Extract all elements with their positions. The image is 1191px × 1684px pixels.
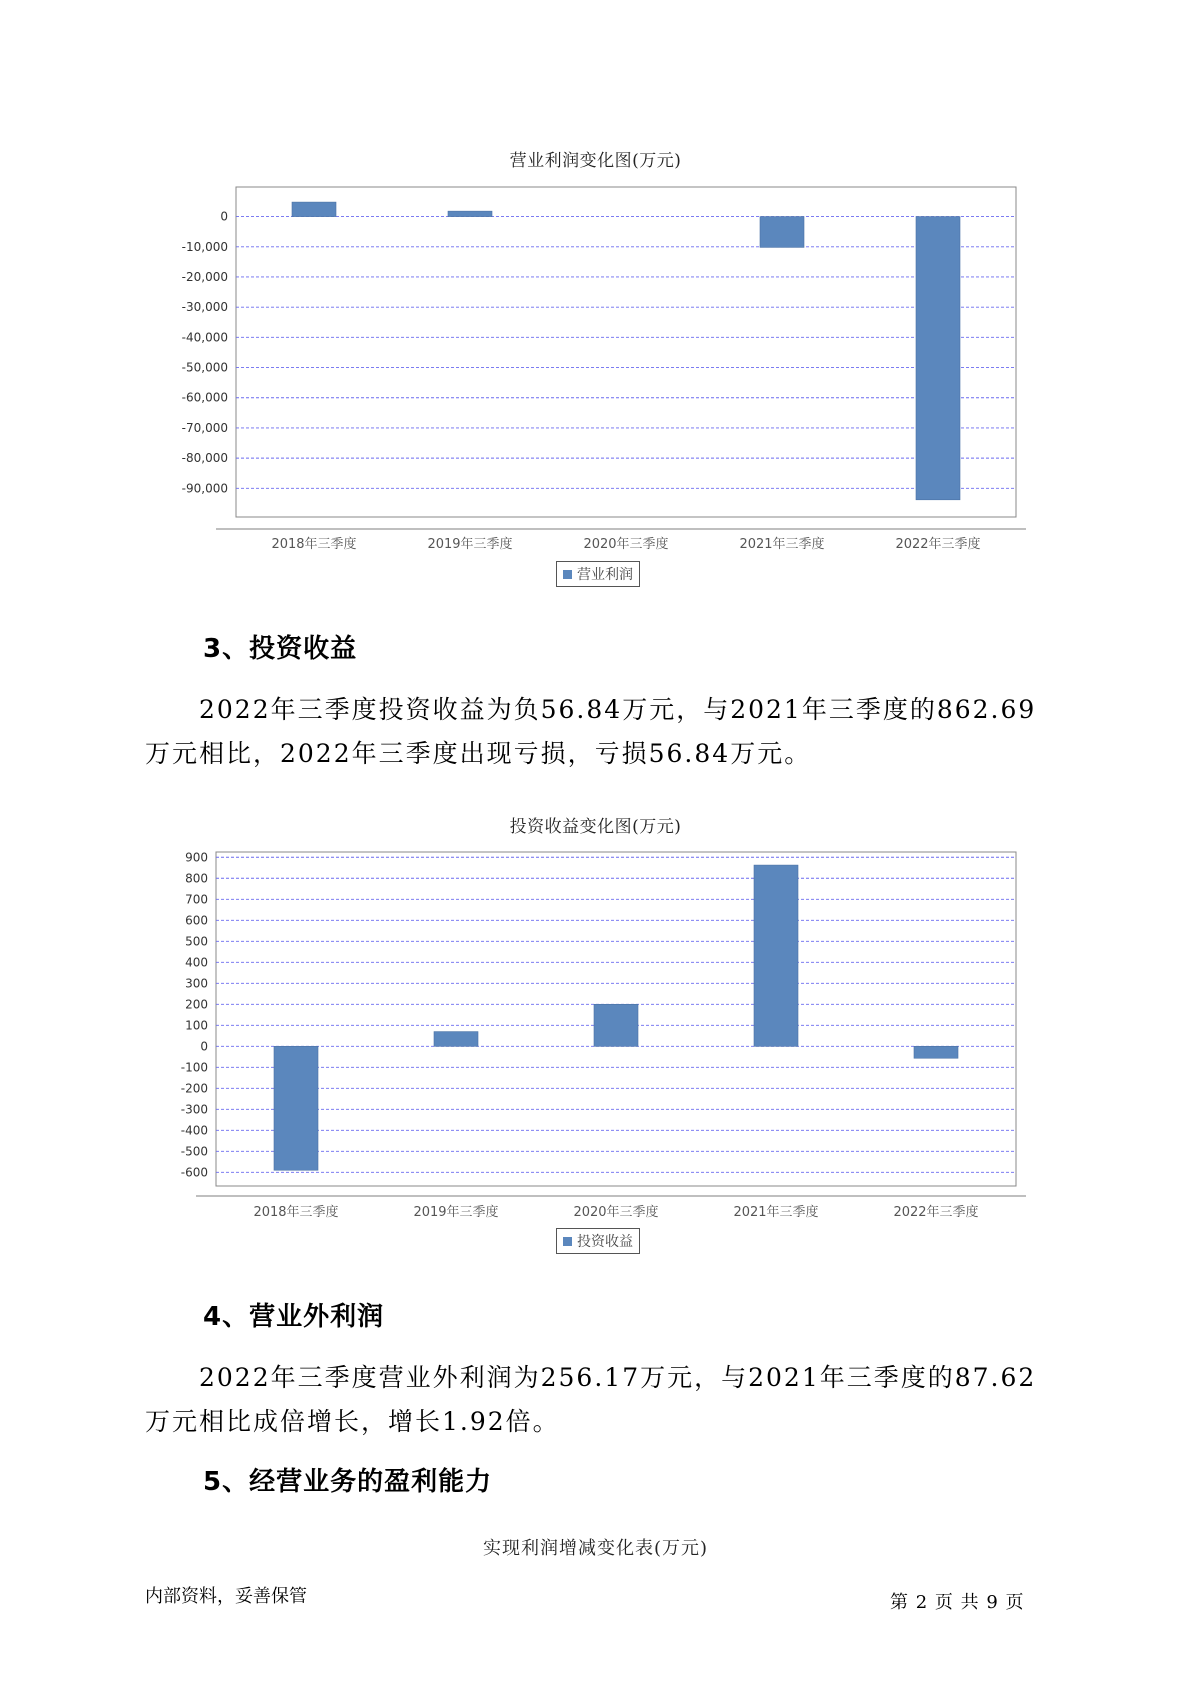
legend-label: 营业利润	[577, 567, 633, 583]
section-heading-business-profitability: 5、经营业务的盈利能力	[203, 1467, 493, 1497]
x-tick-label: 2019年三季度	[413, 1205, 499, 1220]
bar	[434, 1032, 478, 1047]
bar	[594, 1004, 638, 1046]
legend-investment-income	[556, 1228, 640, 1254]
y-tick-label: 900	[185, 850, 208, 865]
y-tick-label: 300	[185, 976, 208, 991]
y-tick-label: 200	[185, 997, 208, 1012]
y-tick-label: -200	[180, 1081, 208, 1096]
x-tick-label: 2018年三季度	[271, 537, 357, 552]
y-tick-label: 100	[185, 1018, 208, 1033]
y-tick-label: -30,000	[181, 300, 228, 315]
y-tick-label: 400	[185, 955, 208, 970]
section-heading-investment-income: 3、投资收益	[203, 634, 358, 664]
x-tick-label: 2022年三季度	[895, 537, 981, 552]
y-tick-label: 700	[185, 892, 208, 907]
x-tick-label: 2021年三季度	[739, 537, 825, 552]
bar	[914, 1046, 958, 1058]
y-tick-label: -600	[180, 1165, 208, 1180]
x-tick-label: 2020年三季度	[583, 537, 669, 552]
x-tick-label: 2018年三季度	[253, 1205, 339, 1220]
y-tick-label: -400	[180, 1123, 208, 1138]
section-heading-non-operating-profit: 4、营业外利润	[203, 1302, 385, 1332]
y-tick-label: 0	[220, 209, 228, 224]
y-tick-label: -60,000	[181, 390, 228, 405]
bar	[754, 865, 798, 1046]
y-tick-label: -100	[180, 1060, 208, 1075]
y-tick-label: 800	[185, 871, 208, 886]
y-tick-label: -40,000	[181, 330, 228, 345]
paragraph-investment-income: 2022年三季度投资收益为负56.84万元，与2021年三季度的862.69万元相比，2022年三季度出现亏损，亏损56.84万元。	[145, 695, 1037, 768]
x-tick-label: 2019年三季度	[427, 537, 513, 552]
y-tick-label: -80,000	[181, 451, 228, 466]
x-tick-label: 2020年三季度	[573, 1205, 659, 1220]
y-tick-label: -300	[180, 1102, 208, 1117]
paragraph-non-operating-profit: 2022年三季度营业外利润为256.17万元，与2021年三季度的87.62万元相比成倍增长，增长1.92倍。	[145, 1363, 1037, 1436]
x-tick-label: 2022年三季度	[893, 1205, 979, 1220]
legend-swatch	[563, 1237, 572, 1246]
y-tick-label: 500	[185, 934, 208, 949]
y-tick-label: 0	[200, 1039, 208, 1054]
y-tick-label: -90,000	[181, 481, 228, 496]
y-tick-label: 600	[185, 913, 208, 928]
y-tick-label: -50,000	[181, 360, 228, 375]
table-caption: 实现利润增减变化表(万元)	[482, 1538, 709, 1559]
y-tick-label: -70,000	[181, 420, 228, 435]
y-tick-label: -20,000	[181, 269, 228, 284]
y-tick-label: -500	[180, 1144, 208, 1159]
x-tick-label: 2021年三季度	[733, 1205, 819, 1220]
bar	[274, 1046, 318, 1170]
legend-label: 投资收益	[577, 1234, 633, 1250]
footer-confidential-note: 内部资料，妥善保管	[145, 1586, 307, 1607]
chart-title-investment-income: 投资收益变化图(万元)	[509, 817, 682, 837]
chart-title-operating-profit: 营业利润变化图(万元)	[509, 151, 682, 171]
y-tick-label: -10,000	[181, 239, 228, 254]
footer-page-number: 第 2 页 共 9 页	[890, 1592, 1025, 1613]
